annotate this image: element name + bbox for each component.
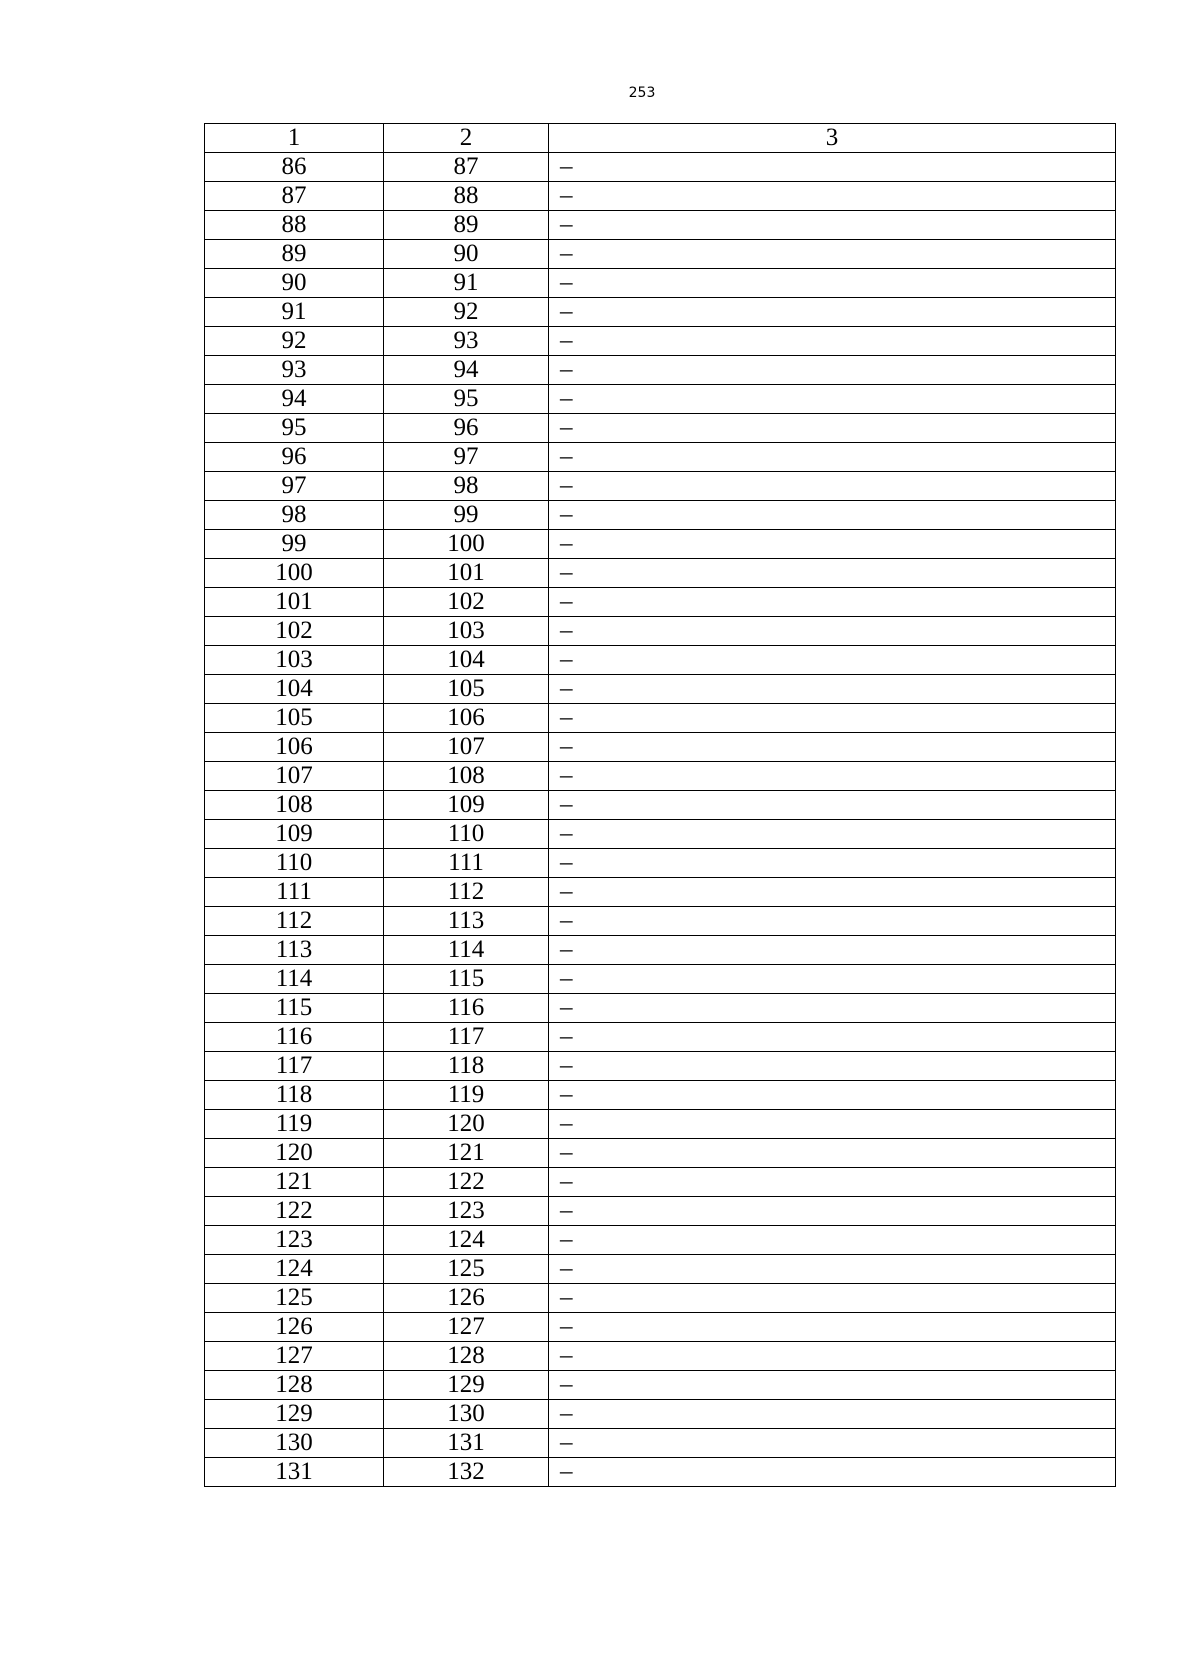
table-cell-note: – — [549, 878, 1116, 907]
table-cell-note: – — [549, 298, 1116, 327]
table-cell-note: – — [549, 385, 1116, 414]
table-cell-number: 117 — [384, 1023, 549, 1052]
table-cell-number: 99 — [384, 501, 549, 530]
table-cell-number: 113 — [205, 936, 384, 965]
table-cell-note: – — [549, 1052, 1116, 1081]
table-row — [205, 385, 1116, 414]
table-row — [205, 1400, 1116, 1429]
table-row — [205, 1139, 1116, 1168]
table-cell-note: – — [549, 791, 1116, 820]
table-cell-number: 122 — [205, 1197, 384, 1226]
table-cell-note: – — [549, 1255, 1116, 1284]
table-cell-number: 114 — [384, 936, 549, 965]
table-cell-number: 105 — [205, 704, 384, 733]
table-cell-number: 118 — [205, 1081, 384, 1110]
table-cell-number: 88 — [205, 211, 384, 240]
table-cell-number: 109 — [384, 791, 549, 820]
table-row — [205, 472, 1116, 501]
table-cell-note: – — [549, 240, 1116, 269]
table-row — [205, 936, 1116, 965]
table-row — [205, 414, 1116, 443]
table-row — [205, 762, 1116, 791]
table-cell-number: 123 — [205, 1226, 384, 1255]
table-cell-number: 128 — [384, 1342, 549, 1371]
table-cell-number: 120 — [205, 1139, 384, 1168]
table-cell-number: 93 — [205, 356, 384, 385]
table-row — [205, 1110, 1116, 1139]
table-cell-number: 125 — [205, 1284, 384, 1313]
table-cell-number: 92 — [205, 327, 384, 356]
table-row — [205, 1052, 1116, 1081]
table-cell-note: – — [549, 646, 1116, 675]
table-row — [205, 617, 1116, 646]
table-row — [205, 530, 1116, 559]
table-cell-number: 113 — [384, 907, 549, 936]
table-cell-number: 100 — [384, 530, 549, 559]
table-cell-number: 132 — [384, 1458, 549, 1487]
table-cell-note: – — [549, 1110, 1116, 1139]
table-cell-number: 125 — [384, 1255, 549, 1284]
table-cell-note: – — [549, 1226, 1116, 1255]
table-cell-note: – — [549, 1429, 1116, 1458]
table-cell-note: – — [549, 182, 1116, 211]
table-cell-number: 119 — [205, 1110, 384, 1139]
table-cell-number: 94 — [205, 385, 384, 414]
table-cell-note: – — [549, 1342, 1116, 1371]
table-cell-number: 127 — [384, 1313, 549, 1342]
column-header-2: 2 — [384, 124, 549, 153]
table-cell-number: 118 — [384, 1052, 549, 1081]
table-cell-note: – — [549, 762, 1116, 791]
table-cell-note: – — [549, 1313, 1116, 1342]
table-cell-number: 88 — [384, 182, 549, 211]
table-cell-number: 122 — [384, 1168, 549, 1197]
table-cell-number: 106 — [384, 704, 549, 733]
column-header-3: 3 — [549, 124, 1116, 153]
table-row — [205, 733, 1116, 762]
table-cell-number: 103 — [205, 646, 384, 675]
table-cell-number: 102 — [384, 588, 549, 617]
table-cell-number: 101 — [384, 559, 549, 588]
table-cell-number: 110 — [205, 849, 384, 878]
table-row — [205, 240, 1116, 269]
table-cell-number: 121 — [205, 1168, 384, 1197]
table-row — [205, 1371, 1116, 1400]
table-row — [205, 1226, 1116, 1255]
table-cell-number: 126 — [205, 1313, 384, 1342]
table-cell-note: – — [549, 965, 1116, 994]
table-row — [205, 1342, 1116, 1371]
table-cell-note: – — [549, 617, 1116, 646]
table-cell-number: 90 — [384, 240, 549, 269]
table-cell-note: – — [549, 994, 1116, 1023]
table-cell-number: 97 — [384, 443, 549, 472]
table-cell-note: – — [549, 414, 1116, 443]
table-row — [205, 1255, 1116, 1284]
table-cell-number: 129 — [384, 1371, 549, 1400]
table-cell-note: – — [549, 849, 1116, 878]
table-cell-number: 102 — [205, 617, 384, 646]
table-cell-note: – — [549, 530, 1116, 559]
table-cell-number: 115 — [384, 965, 549, 994]
table-row — [205, 269, 1116, 298]
table-cell-number: 100 — [205, 559, 384, 588]
table-cell-number: 130 — [384, 1400, 549, 1429]
table-cell-number: 98 — [384, 472, 549, 501]
table-row — [205, 1458, 1116, 1487]
table-header-row — [205, 124, 1116, 153]
table-cell-number: 96 — [384, 414, 549, 443]
table-row — [205, 1284, 1116, 1313]
table-cell-number: 97 — [205, 472, 384, 501]
table-row — [205, 559, 1116, 588]
table-cell-number: 124 — [384, 1226, 549, 1255]
table-cell-note: – — [549, 1284, 1116, 1313]
table-cell-number: 112 — [384, 878, 549, 907]
table-cell-note: – — [549, 559, 1116, 588]
table-cell-number: 128 — [205, 1371, 384, 1400]
table-cell-number: 119 — [384, 1081, 549, 1110]
table-cell-number: 120 — [384, 1110, 549, 1139]
table-row — [205, 849, 1116, 878]
table-row — [205, 1081, 1116, 1110]
table-cell-number: 107 — [384, 733, 549, 762]
table-cell-note: – — [549, 153, 1116, 182]
table-cell-number: 104 — [384, 646, 549, 675]
table-cell-number: 121 — [384, 1139, 549, 1168]
table-cell-note: – — [549, 733, 1116, 762]
table-row — [205, 1168, 1116, 1197]
table-cell-number: 116 — [205, 1023, 384, 1052]
table-row — [205, 211, 1116, 240]
table-cell-number: 87 — [384, 153, 549, 182]
table-cell-number: 94 — [384, 356, 549, 385]
table-row — [205, 1313, 1116, 1342]
table-cell-note: – — [549, 443, 1116, 472]
table-cell-number: 91 — [205, 298, 384, 327]
table-cell-note: – — [549, 1139, 1116, 1168]
table-row — [205, 443, 1116, 472]
table-row — [205, 791, 1116, 820]
table-cell-number: 96 — [205, 443, 384, 472]
table-cell-note: – — [549, 936, 1116, 965]
table-cell-note: – — [549, 356, 1116, 385]
table-row — [205, 878, 1116, 907]
table-cell-note: – — [549, 472, 1116, 501]
table-row — [205, 704, 1116, 733]
table-cell-number: 111 — [384, 849, 549, 878]
table-row — [205, 907, 1116, 936]
table-cell-number: 101 — [205, 588, 384, 617]
table-cell-note: – — [549, 1168, 1116, 1197]
table-cell-number: 123 — [384, 1197, 549, 1226]
table-cell-number: 104 — [205, 675, 384, 704]
table-cell-number: 115 — [205, 994, 384, 1023]
table-row — [205, 994, 1116, 1023]
page-number: 253 — [628, 85, 656, 101]
table-cell-number: 98 — [205, 501, 384, 530]
table-row — [205, 356, 1116, 385]
table-cell-note: – — [549, 501, 1116, 530]
table-row — [205, 588, 1116, 617]
table-cell-number: 91 — [384, 269, 549, 298]
table-cell-number: 95 — [205, 414, 384, 443]
table-cell-note: – — [549, 269, 1116, 298]
table-cell-number: 87 — [205, 182, 384, 211]
table-cell-note: – — [549, 1458, 1116, 1487]
table-cell-number: 129 — [205, 1400, 384, 1429]
table-row — [205, 965, 1116, 994]
table-cell-number: 130 — [205, 1429, 384, 1458]
table-cell-note: – — [549, 675, 1116, 704]
table-cell-number: 95 — [384, 385, 549, 414]
table-cell-number: 127 — [205, 1342, 384, 1371]
table-cell-number: 112 — [205, 907, 384, 936]
table-cell-note: – — [549, 1371, 1116, 1400]
table-cell-note: – — [549, 327, 1116, 356]
table-cell-note: – — [549, 907, 1116, 936]
table-cell-number: 89 — [384, 211, 549, 240]
table-row — [205, 298, 1116, 327]
table-row — [205, 182, 1116, 211]
table-cell-number: 92 — [384, 298, 549, 327]
table-cell-note: – — [549, 820, 1116, 849]
table-cell-number: 117 — [205, 1052, 384, 1081]
table-cell-note: – — [549, 588, 1116, 617]
table-cell-number: 103 — [384, 617, 549, 646]
table-row — [205, 1197, 1116, 1226]
table-cell-note: – — [549, 704, 1116, 733]
table-row — [205, 1429, 1116, 1458]
table-cell-number: 106 — [205, 733, 384, 762]
table-row — [205, 820, 1116, 849]
table-cell-number: 110 — [384, 820, 549, 849]
table-cell-note: – — [549, 1400, 1116, 1429]
table-cell-number: 109 — [205, 820, 384, 849]
table-cell-number: 107 — [205, 762, 384, 791]
table-row — [205, 153, 1116, 182]
table-cell-number: 131 — [205, 1458, 384, 1487]
column-header-1: 1 — [205, 124, 384, 153]
table-cell-number: 90 — [205, 269, 384, 298]
table-row — [205, 327, 1116, 356]
table-row — [205, 646, 1116, 675]
table-cell-number: 124 — [205, 1255, 384, 1284]
table-cell-note: – — [549, 1197, 1116, 1226]
table-cell-number: 108 — [384, 762, 549, 791]
table-row — [205, 501, 1116, 530]
table-cell-number: 131 — [384, 1429, 549, 1458]
table-cell-number: 86 — [205, 153, 384, 182]
table-row — [205, 1023, 1116, 1052]
table-cell-number: 89 — [205, 240, 384, 269]
table-body — [205, 124, 1116, 1487]
table-cell-note: – — [549, 1081, 1116, 1110]
table-cell-note: – — [549, 211, 1116, 240]
table-cell-number: 126 — [384, 1284, 549, 1313]
table-cell-number: 108 — [205, 791, 384, 820]
table-cell-number: 99 — [205, 530, 384, 559]
data-table — [204, 123, 1116, 1487]
table-cell-number: 116 — [384, 994, 549, 1023]
table-cell-note: – — [549, 1023, 1116, 1052]
table-row — [205, 675, 1116, 704]
table-cell-number: 114 — [205, 965, 384, 994]
table-cell-number: 111 — [205, 878, 384, 907]
table-cell-number: 93 — [384, 327, 549, 356]
table-cell-number: 105 — [384, 675, 549, 704]
